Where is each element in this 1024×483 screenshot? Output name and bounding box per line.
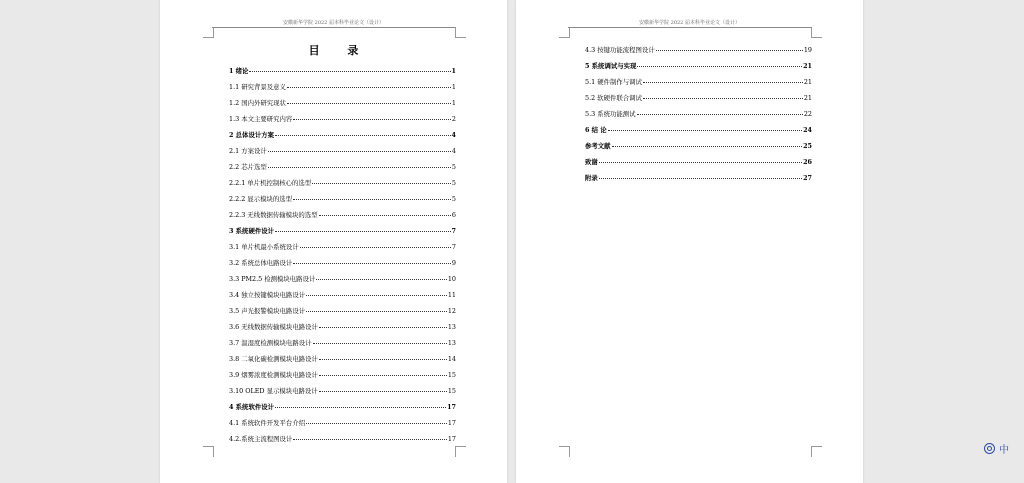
toc-entry-label: 2.2.3 无线数据传输模块的选型 bbox=[229, 211, 318, 219]
toc-entry-label: 5.3 系统功能测试 bbox=[585, 110, 636, 118]
toc-entry-label: 附录 bbox=[585, 174, 598, 182]
toc-entry[interactable] bbox=[585, 74, 812, 90]
toc-entry[interactable] bbox=[229, 111, 456, 127]
toc-dot-leader bbox=[306, 295, 447, 296]
toc-dot-leader bbox=[319, 327, 447, 328]
toc-dot-leader bbox=[287, 87, 451, 88]
toc-entry[interactable] bbox=[585, 106, 812, 122]
toc-entry-label: 4.2.系统主流程图设计 bbox=[229, 435, 293, 443]
toc-entry-label: 5.1 硬件制作与调试 bbox=[585, 78, 642, 86]
toc-entry[interactable] bbox=[229, 319, 456, 335]
toc-dot-leader bbox=[319, 391, 447, 392]
running-header: 安徽新华学院 2022 届本科毕业论文（设计） bbox=[283, 20, 384, 26]
toc-page-number: 1 bbox=[451, 83, 456, 91]
toc-dot-leader bbox=[643, 98, 803, 99]
toc-entry[interactable] bbox=[585, 170, 812, 186]
toc-entry[interactable] bbox=[585, 154, 812, 170]
toc-page-number: 9 bbox=[451, 259, 456, 267]
toc-entry[interactable] bbox=[585, 90, 812, 106]
toc-title: 目 录 bbox=[308, 44, 371, 57]
toc-entry[interactable] bbox=[585, 42, 812, 58]
toc-dot-leader bbox=[637, 114, 803, 115]
toc-dot-leader bbox=[637, 66, 802, 67]
toc-page-number: 15 bbox=[447, 371, 456, 379]
toc-entry[interactable] bbox=[229, 239, 456, 255]
toc-entry-label: 3.7 温湿度检测模块电路设计 bbox=[229, 339, 312, 347]
toc-dot-leader bbox=[306, 311, 447, 312]
toc-entry[interactable] bbox=[585, 122, 812, 138]
toc-page-number: 21 bbox=[803, 78, 812, 86]
toc-entry-label: 1.1 研究背景及意义 bbox=[229, 83, 286, 91]
toc-entry[interactable] bbox=[229, 383, 456, 399]
toc-page-number: 17 bbox=[447, 419, 456, 427]
document-page-right bbox=[516, 0, 863, 483]
toc-dot-leader bbox=[312, 183, 451, 184]
toc-page-number: 5 bbox=[451, 163, 456, 171]
toc-entry-label: 3.1 单片机最小系统设计 bbox=[229, 243, 299, 251]
toc-entry-label: 2.2 芯片选型 bbox=[229, 163, 267, 171]
toc-page-number: 17 bbox=[447, 435, 456, 443]
toc-page-number: 15 bbox=[447, 387, 456, 395]
toc-entry-label: 4.1 系统软件开发平台介绍 bbox=[229, 419, 306, 427]
toc-entry-label: 3.5 声光报警模块电路设计 bbox=[229, 307, 306, 315]
toc-entry[interactable] bbox=[229, 271, 456, 287]
toc-dot-leader bbox=[313, 343, 447, 344]
toc-dot-leader bbox=[287, 103, 451, 104]
toc-page-number: 1 bbox=[451, 99, 456, 107]
toc-entry[interactable] bbox=[229, 399, 456, 415]
toc-entry[interactable] bbox=[229, 191, 456, 207]
toc-dot-leader bbox=[275, 407, 446, 408]
margin-corner-mark bbox=[811, 27, 822, 38]
toc-entry-label: 6 结 论 bbox=[585, 126, 607, 134]
margin-corner-mark bbox=[559, 446, 570, 457]
toc-dot-leader bbox=[293, 199, 451, 200]
toc-dot-leader bbox=[319, 215, 451, 216]
toc-page-number: 26 bbox=[803, 158, 812, 166]
toc-page-number: 5 bbox=[451, 179, 456, 187]
toc-entry[interactable] bbox=[229, 431, 456, 447]
toc-entry-label: 5 系统调试与实现 bbox=[585, 62, 637, 70]
toc-dot-leader bbox=[293, 119, 451, 120]
toc-page-number: 7 bbox=[451, 243, 456, 251]
toc-dot-leader bbox=[608, 130, 802, 131]
toc-page-number: 7 bbox=[451, 227, 456, 235]
toc-page-number: 4 bbox=[451, 147, 456, 155]
toc-entry-label: 3.2 系统总体电路设计 bbox=[229, 259, 293, 267]
toc-page-number: 13 bbox=[447, 339, 456, 347]
toc-entry[interactable] bbox=[229, 415, 456, 431]
toc-dot-leader bbox=[268, 167, 451, 168]
toc-entry[interactable] bbox=[585, 58, 812, 74]
toc-dot-leader bbox=[643, 82, 803, 83]
toc-dot-leader bbox=[268, 151, 451, 152]
toc-entry-label: 3.9 烟雾浓度检测模块电路设计 bbox=[229, 371, 318, 379]
toc-entry[interactable] bbox=[229, 79, 456, 95]
toc-entry[interactable] bbox=[229, 63, 456, 79]
toc-page-number: 4 bbox=[451, 131, 456, 139]
toc-page-number: 13 bbox=[447, 323, 456, 331]
toc-dot-leader bbox=[319, 359, 447, 360]
toc-entry-label: 3.6 无线数据传输模块电路设计 bbox=[229, 323, 318, 331]
toc-dot-leader bbox=[319, 375, 447, 376]
toc-entry[interactable] bbox=[585, 138, 812, 154]
ime-indicator[interactable] bbox=[984, 441, 1009, 455]
toc-dot-leader bbox=[249, 71, 450, 72]
toc-page-number: 27 bbox=[803, 174, 812, 182]
toc-dot-leader bbox=[300, 247, 451, 248]
toc-entry-label: 1.3 本文主要研究内容 bbox=[229, 115, 293, 123]
ime-mode-icon[interactable] bbox=[984, 443, 995, 454]
toc-dot-leader bbox=[306, 423, 447, 424]
toc-list bbox=[229, 63, 456, 447]
header-rule bbox=[568, 27, 811, 28]
toc-entry[interactable] bbox=[229, 255, 456, 271]
margin-corner-mark bbox=[203, 446, 214, 457]
toc-entry[interactable] bbox=[229, 287, 456, 303]
toc-page-number: 2 bbox=[451, 115, 456, 123]
toc-entry-label: 1 绪论 bbox=[229, 67, 249, 75]
toc-dot-leader bbox=[599, 162, 802, 163]
toc-entry[interactable] bbox=[229, 175, 456, 191]
toc-entry-label: 1.2 国内外研究现状 bbox=[229, 99, 286, 107]
toc-page-number: 25 bbox=[803, 142, 812, 150]
toc-entry-label: 2 总体设计方案 bbox=[229, 131, 275, 139]
toc-entry-label: 致谢 bbox=[585, 158, 598, 166]
toc-dot-leader bbox=[293, 439, 447, 440]
margin-corner-mark bbox=[203, 27, 214, 38]
toc-entry-label: 2.2.1 单片机控制核心的选型 bbox=[229, 179, 312, 187]
toc-page-number: 21 bbox=[803, 94, 812, 102]
toc-page-number: 11 bbox=[447, 291, 456, 299]
toc-page-number: 12 bbox=[447, 307, 456, 315]
margin-corner-mark bbox=[455, 27, 466, 38]
running-header: 安徽新华学院 2022 届本科毕业论文（设计） bbox=[639, 20, 740, 26]
toc-entry-label: 2.1 方案设计 bbox=[229, 147, 267, 155]
toc-entry[interactable] bbox=[229, 127, 456, 143]
toc-page-number: 6 bbox=[451, 211, 456, 219]
toc-entry-label: 参考文献 bbox=[585, 142, 611, 150]
toc-dot-leader bbox=[275, 135, 451, 136]
toc-entry[interactable] bbox=[229, 367, 456, 383]
toc-entry-label: 3.10 OLED 显示模块电路设计 bbox=[229, 387, 318, 395]
toc-entry-label: 4.3 按键功能流程图设计 bbox=[585, 46, 655, 54]
toc-dot-leader bbox=[599, 178, 802, 179]
margin-corner-mark bbox=[811, 446, 822, 457]
toc-entry-label: 5.2 软硬件联合调试 bbox=[585, 94, 642, 102]
header-rule bbox=[212, 27, 455, 28]
toc-entry[interactable] bbox=[229, 351, 456, 367]
toc-entry-label: 3 系统硬件设计 bbox=[229, 227, 275, 235]
toc-page-number: 1 bbox=[451, 67, 456, 75]
toc-dot-leader bbox=[293, 263, 451, 264]
toc-entry-label: 4 系统软件设计 bbox=[229, 403, 275, 411]
toc-entry-label: 3.3 PM2.5 检测模块电路设计 bbox=[229, 275, 316, 283]
toc-page-number: 24 bbox=[803, 126, 812, 134]
toc-page-number: 10 bbox=[447, 275, 456, 283]
toc-entry[interactable] bbox=[229, 143, 456, 159]
toc-entry-label: 2.2.2 显示模块的选型 bbox=[229, 195, 293, 203]
document-page-left bbox=[160, 0, 507, 483]
toc-page-number: 5 bbox=[451, 195, 456, 203]
toc-dot-leader bbox=[656, 50, 803, 51]
toc-list bbox=[585, 42, 812, 186]
toc-entry[interactable] bbox=[229, 207, 456, 223]
margin-corner-mark bbox=[559, 27, 570, 38]
toc-dot-leader bbox=[612, 146, 803, 147]
toc-page-number: 22 bbox=[803, 110, 812, 118]
toc-entry[interactable] bbox=[229, 335, 456, 351]
toc-page-number: 17 bbox=[447, 403, 456, 411]
toc-page-number: 19 bbox=[803, 46, 812, 54]
toc-entry-label: 3.4 独立按键模块电路设计 bbox=[229, 291, 306, 299]
margin-corner-mark bbox=[455, 446, 466, 457]
toc-page-number: 21 bbox=[803, 62, 812, 70]
toc-entry[interactable] bbox=[229, 223, 456, 239]
ime-language-label[interactable]: 中 bbox=[999, 444, 1009, 456]
toc-dot-leader bbox=[316, 279, 447, 280]
toc-dot-leader bbox=[275, 231, 451, 232]
toc-page-number: 14 bbox=[447, 355, 456, 363]
toc-entry[interactable] bbox=[229, 159, 456, 175]
toc-entry[interactable] bbox=[229, 303, 456, 319]
toc-entry[interactable] bbox=[229, 95, 456, 111]
toc-entry-label: 3.8 二氧化碳检测模块电路设计 bbox=[229, 355, 318, 363]
